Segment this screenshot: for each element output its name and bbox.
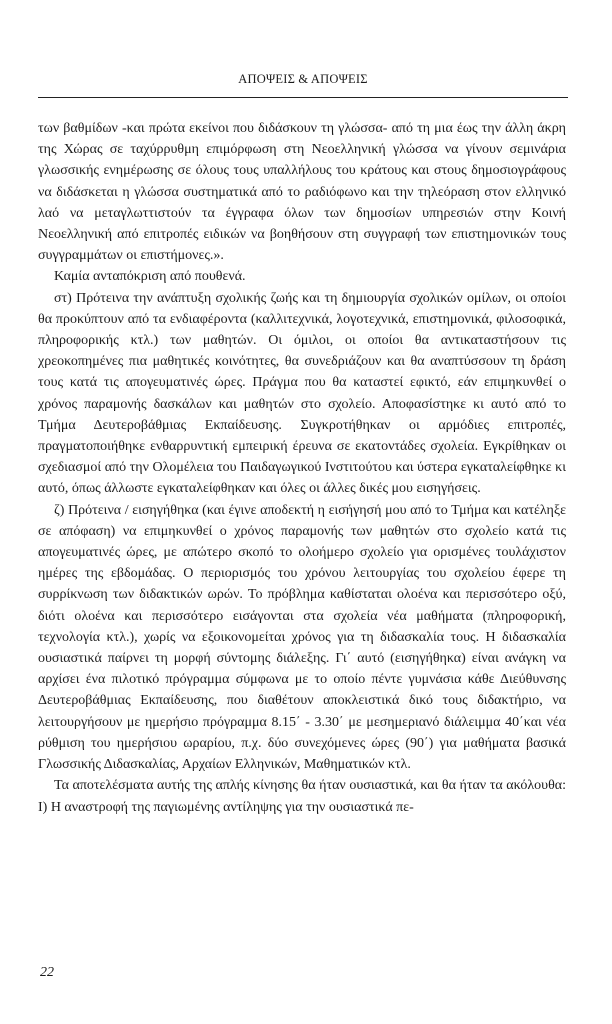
paragraph-no-response: Καμία ανταπόκριση από πουθενά. (54, 269, 246, 285)
paragraph-continuation: των βαθμίδων -και πρώτα εκείνοι που διδάσκουν τη γλώσσα- από τη μια έως την άλλη άκρη της Χώρας σε ταχύρρυθμη επιμόρφωση στη Νεοελληνική γλώσσα να γίνουν σεμινάρια γλωσσικής ενημέρωσης σε όλους τους υπαλλήλους του κράτους και στους δημοσιογράφους να διδάσκεται η γλώσσα συστηματικά από το ραδιόφωνο και την τηλεόραση στον ελληνικό λαό να μεταγλωττιστούν τα έγγραφα όλων των δημοσίων υπηρεσιών στην Κοινή Νεοελληνική από επιτροπές ειδικών να βοηθήσουν στη συγγραφή των επιστημονικών τους συγγραμμάτων οι επιστήμονες.». (38, 121, 566, 264)
page-number: 22 (40, 965, 54, 980)
paragraph-z: ζ) Πρότεινα / εισηγήθηκα (και έγινε αποδεκτή η εισήγησή μου από το Τμήμα και κατέληξε σε απόφαση) να επιμηκυνθεί ο χρόνος παραμονής των μαθητών στο σχολείο κατά τις απογευματινές ώρες, με απώτερο σκοπό το ολοήμερο σχολείο για ορισμένες τουλάχιστον ημέρες της εβδομάδας. Ο περιορισμός του χρόνου λειτουργίας του σχολείου έφερε τη συρρίκνωση των διδακτικών ωρών. Το πρόβλημα καθίσταται ολοένα και περισσότερο οξύ, διότι ολοένα και περισσότερο εισάγονται στα σχολεία νέα μαθήματα (πληροφορική, τεχνολογία κτλ.), χωρίς να εξοικονομείται χρόνος για τη διδασκαλία τους. Η διδασκαλία ουσιαστικά παίρνει τη μορφή σύντομης διάλεξης. Γι΄ αυτό (εισηγήθηκα) είναι ανάγκη να αρχίσει ένα πιλοτικό πρόγραμμα σύμφωνα με το οποίο πέντε γυμνάσια κάθε Διεύθυνσης Δευτεροβάθμιας Εκπαίδευσης, που διαθέτουν αποκλειστικά δικό τους διδακτήριο, να λειτουργήσουν με ημερήσιο πρόγραμμα 8.15΄ - 3.30΄ με μεσημεριανό διάλειμμα 40΄και νέα ρύθμιση του ημερήσιου ωραρίου, π.χ. δύο συνεχόμενες ώρες (90΄) για μαθήματα βασικά Γλωσσικής Διδασκαλίας, Αρχαίων Ελληνικών, Μαθηματικών κτλ. (38, 502, 566, 773)
paragraph-results: Τα αποτελέσματα αυτής της απλής κίνησης θα ήταν ουσιαστικά, και θα ήταν τα ακόλουθα: Ι) Η αναστροφή της παγιωμένης αντίληψης για την ουσιαστικά πε- (38, 778, 566, 815)
header-rule (38, 97, 568, 98)
paragraph-st: στ) Πρότεινα την ανάπτυξη σχολικής ζωής και τη δημιουργία σχολικών ομίλων, οι οποίοι θα προκύπτουν από τα ενδιαφέροντα (καλλιτεχνικά, λογοτεχνικά, επιστημονικά, φιλοσοφικά, πληροφορικής κτλ.) των μαθητών. Οι όμιλοι, οι οποίοι θα αντικαταστήσουν τις χρεοκοπημένες πια μαθητικές κοινότητες, θα συνεδριάζουν και θα αναπτύσσουν τη δράση τους κατά τις απογευματινές ώρες. Πράγμα που θα καταστεί εφικτό, εάν επιμηκυνθεί ο χρόνος παραμονής δασκάλων και μαθητών στο σχολείο. Αποφασίστηκε κι αυτό από το Τμήμα Δευτεροβάθμιας Εκπαίδευσης. Συγκροτήθηκαν οι αρμόδιες επιτροπές, πραγματοποιήθηκε ενθαρρυντική εμπειρική έρευνα σε εκατοντάδες σχολεία. Εγκρίθηκαν οι σχεδιασμοί από την Ολομέλεια του Παιδαγωγικού Ινστιτούτου και ύστερα εγκαταλείφθηκε κι αυτό, όπως άλλωστε εγκαταλείφθηκαν και όλες οι άλλες δικές μου εισηγήσεις. (38, 290, 566, 497)
body-text (38, 118, 566, 818)
running-header: ΑΠΟΨΕΙΣ & ΑΠΟΨΕΙΣ (238, 72, 368, 86)
